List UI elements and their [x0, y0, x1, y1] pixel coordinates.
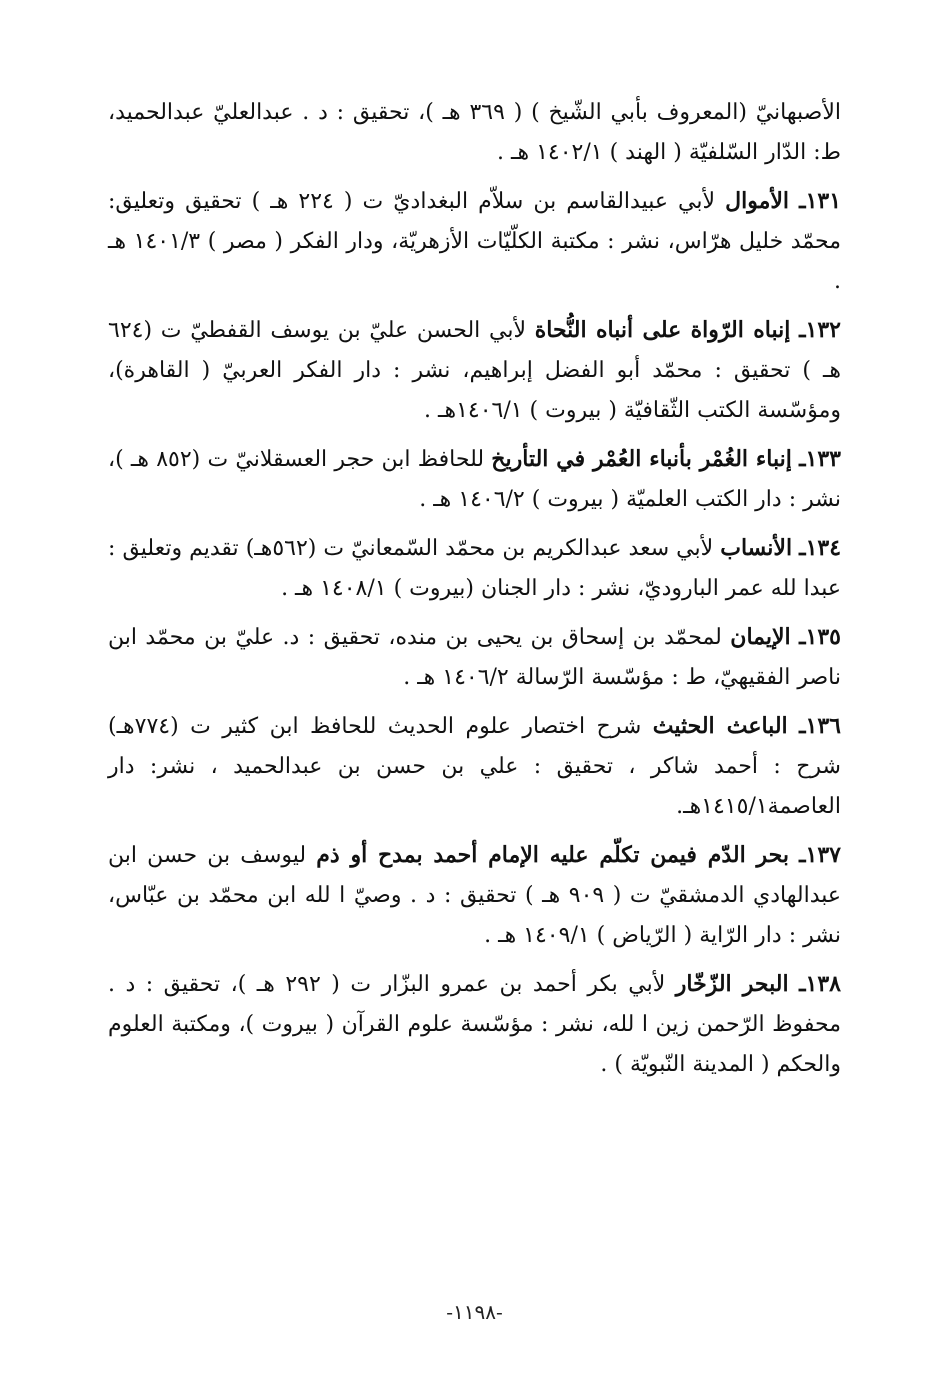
- entry-text: لأبي بكر أحمد بن عمرو البزّار ت ( ٢٩٢ هـ )، تحقيق : د . محفوظ الرّحمن زين ا لله، نشر : مؤسّسة علوم القرآن ( بيروت )، ومكتبة العلوم والحكم ( المدينة النّبويّة ) .: [108, 972, 841, 1077]
- entry-title: الأنساب: [720, 535, 793, 561]
- entry-number: ١٣٦ـ: [799, 713, 841, 739]
- entry-text: لأبي الحسن عليّ بن يوسف القفطيّ ت (٦٢٤ هـ ) تحقيق : محمّد أبو الفضل إبراهيم، نشر : دار الفكر العربيّ ( القاهرة)، ومؤسّسة الكتب الثّقافيّة ( بيروت ) ١٤٠٦/١هـ .: [108, 318, 841, 423]
- list-item: [108, 835, 841, 956]
- list-item: [108, 181, 841, 302]
- entry-title: إنباء الغُمْر بأنباء العُمْر في التأريخ: [491, 446, 792, 472]
- list-item: [108, 528, 841, 609]
- page-number: -١١٩٨-: [446, 1300, 503, 1324]
- entry-title: بحر الدّم فيمن تكلّم عليه الإمام أحمد بمدح أو ذم: [316, 842, 789, 868]
- entry-number: ١٣٤ـ: [799, 535, 842, 561]
- entry-text: لأبي عبيدالقاسم بن سلاّم البغداديّ ت ( ٢٢٤ هـ ) تحقيق وتعليق: محمّد خليل هرّاس، نشر : مكتبة الكلّيّات الأزهريّة، ودار الفكر ( مصر ) ١٤٠١/٣ هـ .: [108, 189, 841, 294]
- entry-number: ١٣١ـ: [799, 188, 842, 214]
- list-item: [108, 92, 841, 173]
- entry-text: لأبي سعد عبدالكريم بن محمّد السّمعانيّ ت (٥٦٢هـ) تقديم وتعليق : عبدا لله عمر الباروديّ، نشر : دار الجنان (بيروت ) ١٤٠٨/١ هـ .: [108, 536, 841, 601]
- list-item: [108, 706, 841, 827]
- bibliography-list: [108, 92, 841, 1093]
- entry-number: ١٣٣ـ: [799, 446, 841, 472]
- entry-text: الأصبهانيّ (المعروف بأبي الشّيخ ) ( ٣٦٩ هـ )، تحقيق : د . عبدالعليّ عبدالحميد، ط: الدّار السّلفيّة ( الهند ) ١٤٠٢/١ هـ .: [108, 100, 842, 165]
- entry-number: ١٣٥ـ: [799, 624, 841, 650]
- entry-text: شرح اختصار علوم الحديث للحافظ ابن كثير ت (٧٧٤هـ) شرح : أحمد شاكر ، تحقيق : علي بن حسن بن عبدالحميد ، نشر: دار العاصمة١٤١٥/١هـ.: [108, 714, 841, 819]
- entry-number: ١٣٧ـ: [799, 842, 841, 868]
- entry-title: الأموال: [725, 188, 790, 214]
- list-item: [108, 310, 841, 431]
- entry-number: ١٣٢ـ: [799, 317, 841, 343]
- entry-title: البحر الزّخّار: [675, 971, 789, 997]
- list-item: [108, 964, 841, 1085]
- list-item: [108, 439, 841, 520]
- entry-title: الباعث الحثيث: [652, 713, 788, 739]
- entry-text: لمحمّد بن إسحاق بن يحيى بن منده، تحقيق : د. عليّ بن محمّد ابن ناصر الفقيهيّ، ط : مؤسّسة الرّسالة ١٤٠٦/٢ هـ .: [108, 625, 841, 690]
- entry-text: للحافظ ابن حجر العسقلانيّ ت (٨٥٢ هـ )، نشر : دار الكتب العلميّة ( بيروت ) ١٤٠٦/٢ هـ .: [108, 447, 841, 512]
- entry-number: ١٣٨ـ: [799, 971, 841, 997]
- entry-title: الإيمان: [730, 624, 791, 650]
- entry-text: ليوسف بن حسن ابن عبدالهادي الدمشقيّ ت ( ٩٠٩ هـ ) تحقيق : د . وصيّ ا لله ابن محمّد بن عبّاس، نشر : دار الرّاية ( الرّياض ) ١٤٠٩/١ هـ .: [108, 843, 842, 948]
- entry-title: إنباه الرّواة على أنباه النُّحاة: [534, 317, 791, 343]
- list-item: [108, 617, 841, 698]
